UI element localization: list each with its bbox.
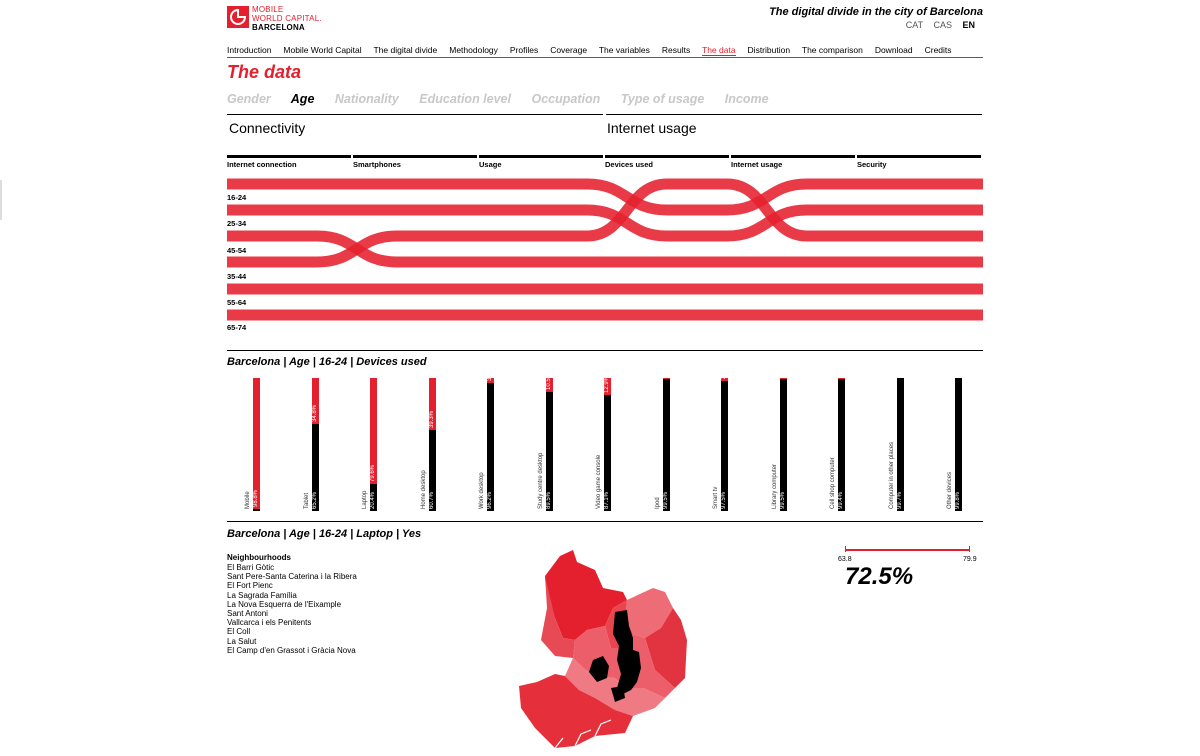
device-bar[interactable]: [830, 363, 845, 511]
neighbourhood-item[interactable]: Sant Pere-Santa Caterina i la Ribera: [227, 572, 357, 582]
column-security[interactable]: Security: [857, 160, 887, 169]
page-title: The data: [227, 62, 302, 82]
neighbourhoods-title: Neighbourhoods: [227, 553, 291, 562]
device-name-label: Laptop: [362, 490, 368, 509]
age-ranking-chart[interactable]: [227, 175, 983, 325]
logo-text[interactable]: [252, 5, 322, 32]
device-name-label: Computer in other places: [889, 441, 895, 509]
logo-line: MOBILE: [252, 5, 284, 14]
device-name-label: Video game console: [596, 454, 602, 509]
nav-item-digital-divide[interactable]: The digital divide: [373, 45, 438, 55]
device-no-label: 99.5%: [780, 491, 786, 509]
nav-item-coverage[interactable]: Coverage: [550, 45, 588, 55]
tab-gender[interactable]: Gender: [227, 92, 271, 106]
nav-item-comparison[interactable]: The comparison: [801, 45, 863, 55]
connectivity-heading: Connectivity: [229, 120, 306, 136]
device-bar[interactable]: [772, 363, 787, 511]
device-bar[interactable]: [245, 378, 260, 511]
column-smartphones[interactable]: Smartphones: [353, 160, 401, 169]
neighbourhood-item[interactable]: La Sagrada Família: [227, 590, 297, 600]
device-bar[interactable]: [304, 378, 319, 511]
column-internet-usage[interactable]: Internet usage: [731, 160, 783, 169]
column-rule: [857, 155, 981, 158]
barcelona-map[interactable]: [515, 548, 690, 753]
site-title: The digital divide in the city of Barcelona: [769, 6, 983, 18]
nav-item-distribution[interactable]: Distribution: [747, 45, 791, 55]
neighbourhood-item[interactable]: El Fort Pienc: [227, 581, 273, 591]
device-no-label: 20.4%: [370, 491, 376, 509]
tab-education-level[interactable]: Education level: [419, 92, 511, 106]
logo-icon[interactable]: [227, 6, 249, 28]
column-rule: [731, 155, 855, 158]
device-bar[interactable]: [538, 372, 553, 511]
device-yes-label: 10.5%: [546, 372, 552, 390]
tab-occupation[interactable]: Occupation: [531, 92, 601, 106]
neighbourhood-item[interactable]: Sant Antoni: [227, 609, 268, 618]
device-no-label: 99.5%: [663, 491, 669, 509]
map-rule: [227, 521, 983, 522]
scale-tick: [845, 546, 846, 552]
device-bar[interactable]: [947, 362, 962, 511]
selected-value: 72.5%: [845, 563, 914, 590]
device-bar[interactable]: [421, 378, 436, 511]
logo-line: BARCELONA: [252, 23, 305, 32]
device-yes-label: 0.3%: [897, 362, 903, 376]
neighbourhood-item[interactable]: La Nova Esquerra de l'Eixample: [227, 599, 342, 609]
device-yes-label: 0.2%: [955, 362, 961, 376]
main-nav: [227, 45, 983, 55]
devices-title: Barcelona | Age | 16-24 | Devices used: [227, 356, 427, 368]
device-bar[interactable]: [362, 378, 377, 511]
device-name-label: Cell shop computer: [830, 457, 836, 509]
nav-item-download[interactable]: Download: [874, 45, 913, 55]
device-no-label: 99.4%: [838, 491, 844, 509]
neighbourhood-item[interactable]: El Barri Gòtic: [227, 563, 275, 572]
column-usage[interactable]: Usage: [479, 160, 502, 169]
scale-max: 79.9: [963, 556, 977, 563]
device-name-label: Mobile: [245, 491, 251, 509]
device-bar[interactable]: [713, 365, 728, 511]
column-rule: [227, 155, 351, 158]
device-no-label: 87.1%: [604, 491, 610, 509]
tab-type-of-usage[interactable]: Type of usage: [620, 92, 705, 106]
neighbourhood-item[interactable]: Vallcarca i els Penitents: [227, 618, 312, 628]
device-bar[interactable]: [655, 363, 670, 511]
age-label: 55-64: [227, 298, 247, 307]
device-yes-label: 79.6%: [370, 464, 376, 482]
device-name-label: Smart tv: [713, 486, 719, 509]
column-rule: [353, 155, 477, 158]
device-no-label: 89.5%: [546, 491, 552, 509]
device-name-label: Work desktop: [479, 472, 485, 509]
nav-item-introduction[interactable]: Introduction: [227, 45, 272, 55]
lang-cat[interactable]: CAT: [905, 20, 923, 30]
connectivity-rule: [227, 114, 603, 115]
device-bar[interactable]: [889, 362, 904, 511]
nav-item-variables[interactable]: The variables: [598, 45, 650, 55]
neighbourhood-item[interactable]: La Salut: [227, 636, 257, 646]
device-yes-label: 3.8%: [487, 367, 493, 381]
lang-cas[interactable]: CAS: [933, 20, 952, 30]
device-bar[interactable]: [479, 367, 494, 511]
device-no-label: 99.7%: [897, 491, 903, 509]
device-name-label: Study centre desktop: [538, 452, 544, 509]
device-yes-label: 0.5%: [663, 363, 669, 377]
language-switcher: [898, 20, 975, 30]
devices-rule: [227, 350, 983, 351]
nav-item-profiles[interactable]: Profiles: [509, 45, 539, 55]
tab-nationality[interactable]: Nationality: [334, 92, 399, 106]
device-no-label: 96.2%: [487, 491, 493, 509]
device-bar[interactable]: [596, 375, 611, 511]
nav-item-the-data[interactable]: The data: [702, 45, 736, 55]
device-yes-label: 34.8%: [312, 404, 318, 422]
lang-en[interactable]: EN: [962, 20, 975, 30]
device-no-label: 99.8%: [955, 491, 961, 509]
neighbourhood-item[interactable]: El Coll: [227, 627, 251, 637]
column-devices-used[interactable]: Devices used: [605, 160, 653, 169]
device-yes-label: 0.6%: [838, 363, 844, 377]
scale-min: 63.8: [838, 556, 852, 563]
nav-item-results[interactable]: Results: [661, 45, 691, 55]
column-internet-connection[interactable]: Internet connection: [227, 160, 297, 169]
tab-income[interactable]: Income: [724, 92, 769, 106]
age-label: 45-54: [227, 246, 247, 255]
scale-tick: [969, 546, 970, 552]
age-label: 35-44: [227, 272, 247, 281]
column-rule: [479, 155, 603, 158]
internet-usage-rule: [606, 114, 982, 115]
map-title: Barcelona | Age | 16-24 | Laptop | Yes: [227, 528, 422, 540]
nav-item-mobile-world-capital[interactable]: Mobile World Capital: [283, 45, 362, 55]
device-yes-label: 12.9%: [604, 375, 610, 393]
device-bar-no: [253, 509, 260, 511]
device-name-label: Tablet: [304, 492, 310, 509]
device-yes-label: 39.3%: [429, 410, 435, 428]
nav-divider: [227, 57, 983, 58]
ranking-line-35-44: [227, 184, 983, 262]
device-no-label: 60.7%: [429, 491, 435, 509]
nav-item-credits[interactable]: Credits: [924, 45, 952, 55]
device-yes-label: 2.5%: [721, 365, 727, 379]
column-rule: [605, 155, 729, 158]
age-label: 65-74: [227, 323, 247, 332]
device-no-label: 97.5%: [721, 491, 727, 509]
age-label: 16-24: [227, 193, 247, 202]
neighbourhood-item[interactable]: El Camp d'en Grassot i Gràcia Nova: [227, 645, 356, 655]
logo-line: WORLD CAPITAL.: [252, 14, 322, 23]
device-yes-label: 98.8%: [253, 489, 259, 507]
device-name-label: Other devices: [947, 471, 953, 509]
nav-item-methodology[interactable]: Methodology: [449, 45, 498, 55]
device-yes-label: 0.5%: [780, 363, 786, 377]
device-name-label: Library computer: [772, 463, 778, 509]
internet-usage-heading: Internet usage: [607, 120, 697, 136]
variable-tabs: [227, 92, 786, 106]
device-no-label: 65.2%: [312, 491, 318, 509]
age-label: 25-34: [227, 219, 247, 228]
tab-age[interactable]: Age: [290, 92, 315, 106]
device-name-label: Home desktop: [421, 470, 427, 509]
side-edge-mark: [0, 180, 2, 220]
scale-bar: [845, 549, 970, 551]
device-name-label: Ipod: [655, 497, 661, 509]
